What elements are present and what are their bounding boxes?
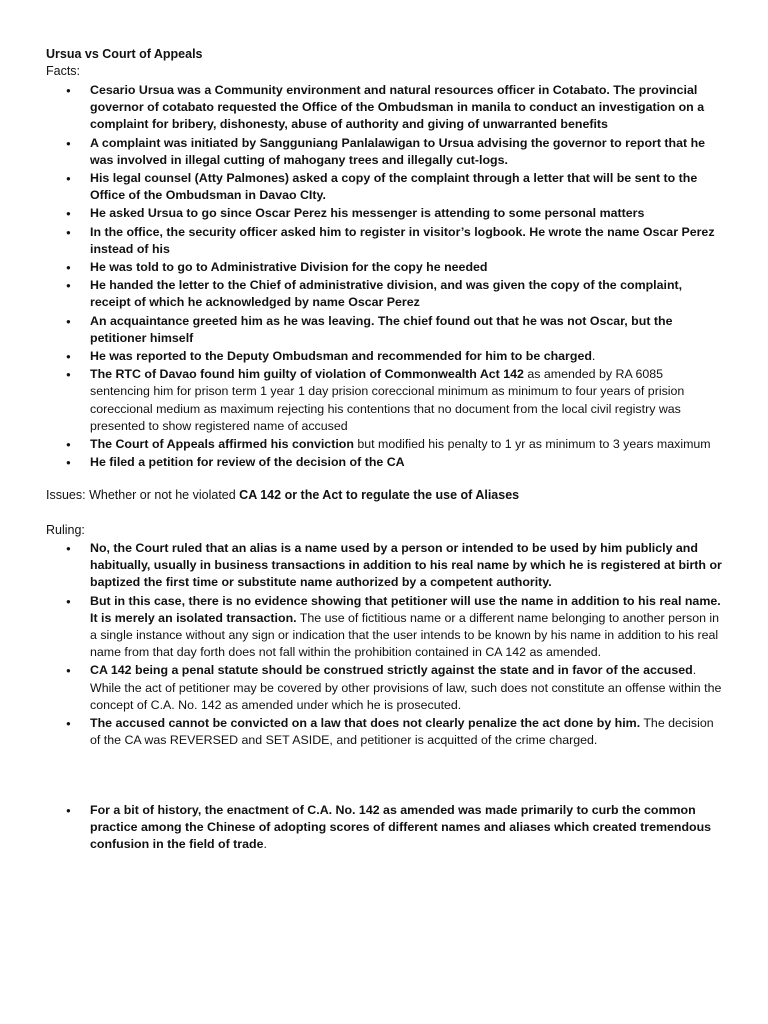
- list-item: ● He was reported to the Deputy Ombudsman and recommended for him to be charged.: [58, 348, 726, 365]
- list-item: ● He was told to go to Administrative Division for the copy he needed: [58, 259, 726, 276]
- list-item: ● He filed a petition for review of the decision of the CA: [58, 454, 726, 471]
- history-list: [58, 802, 726, 855]
- list-item: ● His legal counsel (Atty Palmones) asked a copy of the complaint through a letter that will be sent to the Office of the Ombudsman in Davao CIty.: [58, 170, 726, 204]
- list-item: ● The RTC of Davao found him guilty of violation of Commonwealth Act 142 as amended by RA 6085 sentencing him for prison term 1 year 1 day prision coreccional minimum as minimum to four years of prision coreccional medium as maximum rejecting his contentions that no document from the local civil registry was presented to show registered name of accused: [58, 366, 726, 435]
- list-item: ● CA 142 being a penal statute should be construed strictly against the state and in favor of the accused. While the act of petitioner may be covered by other provisions of law, such does not constitute an offense within the concept of C.A. No. 142 as amended under which he is prosecuted.: [58, 662, 726, 714]
- issues-text: Whether or not he violated: [85, 488, 240, 502]
- list-item: ● For a bit of history, the enactment of C.A. No. 142 as amended was made primarily to curb the common practice among the Chinese of adopting scores of different names and aliases which created tremendous confusion in the field of trade.: [58, 802, 726, 854]
- list-item: ● In the office, the security officer asked him to register in visitor’s logbook. He wrote the name Oscar Perez instead of his: [58, 224, 726, 258]
- document-title: Ursua vs Court of Appeals: [46, 47, 203, 61]
- list-item: ● No, the Court ruled that an alias is a name used by a person or intended to be used by him publicly and habitually, usually in business transactions in addition to his real name by which he is registered at birth or baptized the first time or substitute name authorized by a competent authority.: [58, 540, 726, 592]
- list-item: ● The Court of Appeals affirmed his conviction but modified his penalty to 1 yr as minimum to 3 years maximum: [58, 436, 726, 453]
- list-item: ● A complaint was initiated by Sangguniang Panlalawigan to Ursua advising the governor to report that he was involved in illegal cutting of mahogany trees and illegally cut-logs.: [58, 135, 726, 169]
- ruling-heading: Ruling:: [46, 523, 85, 537]
- list-item: ● An acquaintance greeted him as he was leaving. The chief found out that he was not Oscar, but the petitioner himself: [58, 313, 726, 347]
- ruling-list: [58, 540, 726, 750]
- list-item: ● He asked Ursua to go since Oscar Perez his messenger is attending to some personal matters: [58, 205, 726, 222]
- issues-line: [46, 488, 519, 502]
- list-item: ● The accused cannot be convicted on a law that does not clearly penalize the act done by him. The decision of the CA was REVERSED and SET ASIDE, and petitioner is acquitted of the crime charged.: [58, 715, 726, 749]
- issues-emphasis: CA 142 or the Act to regulate the use of Aliases: [239, 488, 520, 502]
- list-item: ● Cesario Ursua was a Community environment and natural resources officer in Cotabato. The provincial governor of cotabato requested the Office of the Ombudsman in manila to conduct an investigation on a complaint for bribery, dishonesty, abuse of authority and giving of unwarranted benefits: [58, 82, 726, 134]
- issues-label: Issues:: [46, 488, 86, 502]
- list-item: ● He handed the letter to the Chief of administrative division, and was given the copy of the complaint, receipt of which he acknowledged by name Oscar Perez: [58, 277, 726, 311]
- facts-list: [58, 82, 726, 472]
- list-item: ● But in this case, there is no evidence showing that petitioner will use the name in addition to his real name. It is merely an isolated transaction. The use of fictitious name or a different name belonging to another person in a single instance without any sign or indication that the user intends to be known by his name in addition to his real name from that day forth does not fall within the prohibition contained in CA 142 as amended.: [58, 593, 726, 662]
- facts-heading: Facts:: [46, 64, 81, 78]
